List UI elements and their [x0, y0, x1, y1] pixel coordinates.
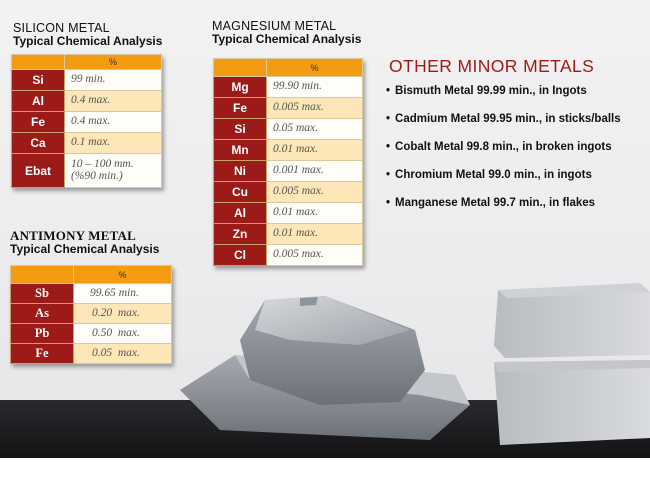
silicon-header-corner — [12, 55, 65, 70]
stacked-ingot-blocks — [494, 283, 650, 445]
antimony-heading — [10, 229, 159, 255]
list-item: • Cobalt Metal 99.8 min., in broken ingots — [386, 138, 621, 166]
value-cell: 0.005 max. — [267, 245, 363, 266]
silicon-title: SILICON METAL — [13, 21, 110, 35]
silicon-header-unit: % — [65, 55, 162, 70]
value-cell: 0.4 max. — [65, 91, 162, 112]
element-cell: Fe — [11, 344, 74, 364]
element-cell: Si — [214, 119, 267, 140]
element-cell: Al — [12, 91, 65, 112]
list-item: • Chromium Metal 99.0 min., in ingots — [386, 166, 621, 194]
white-strip — [0, 458, 650, 482]
list-item: • Cadmium Metal 99.95 min., in sticks/balls — [386, 110, 621, 138]
value-cell — [65, 154, 162, 188]
value-cell: 0.4 max. — [65, 112, 162, 133]
value-line: 10 – 100 mm. — [71, 158, 134, 170]
element-cell: Mg — [214, 77, 267, 98]
element-cell: Cu — [214, 182, 267, 203]
element-cell: Fe — [214, 98, 267, 119]
element-cell: Ebat — [12, 154, 65, 188]
silicon-table — [11, 54, 162, 188]
magnesium-subtitle: Typical Chemical Analysis — [212, 32, 362, 47]
value-cell: 99.90 min. — [267, 77, 363, 98]
value-cell: 0.001 max. — [267, 161, 363, 182]
value-cell: 0.01 max. — [267, 140, 363, 161]
element-cell: Zn — [214, 224, 267, 245]
value-cell: 99 min. — [65, 70, 162, 91]
antimony-title: ANTIMONY METAL — [10, 228, 136, 243]
list-item: • Manganese Metal 99.7 min., in flakes — [386, 194, 621, 222]
list-item: • Bismuth Metal 99.99 min., in Ingots — [386, 82, 621, 110]
element-cell: Ca — [12, 133, 65, 154]
magnesium-header-unit: % — [267, 59, 363, 77]
element-cell: Fe — [12, 112, 65, 133]
value-cell: 0.50 max. — [74, 324, 172, 344]
value-cell: 0.01 max. — [267, 224, 363, 245]
value-cell: 0.01 max. — [267, 203, 363, 224]
value-cell: 0.05 max. — [267, 119, 363, 140]
value-line: (%90 min.) — [71, 169, 123, 182]
element-cell: As — [11, 304, 74, 324]
value-cell: 99.65 min. — [74, 284, 172, 304]
antimony-header-unit: % — [74, 266, 172, 284]
silicon-heading — [13, 22, 162, 48]
antimony-subtitle: Typical Chemical Analysis — [10, 241, 160, 256]
value-cell: 0.05 max. — [74, 344, 172, 364]
element-cell: Cl — [214, 245, 267, 266]
element-cell: Sb — [11, 284, 74, 304]
element-cell: Si — [12, 70, 65, 91]
element-cell: Mn — [214, 140, 267, 161]
element-cell: Pb — [11, 324, 74, 344]
metal-ingots-image — [0, 270, 650, 482]
element-cell: Ni — [214, 161, 267, 182]
minor-metals-title: OTHER MINOR METALS — [389, 56, 595, 76]
value-cell: 0.005 max. — [267, 98, 363, 119]
minor-metals-list — [386, 82, 621, 222]
magnesium-header-corner — [214, 59, 267, 77]
value-cell: 0.20 max. — [74, 304, 172, 324]
element-cell: Al — [214, 203, 267, 224]
magnesium-table — [213, 58, 363, 266]
magnesium-heading — [212, 20, 361, 46]
silicon-subtitle: Typical Chemical Analysis — [13, 34, 163, 49]
value-cell: 0.1 max. — [65, 133, 162, 154]
magnesium-title: MAGNESIUM METAL — [212, 19, 337, 33]
value-cell: 0.005 max. — [267, 182, 363, 203]
